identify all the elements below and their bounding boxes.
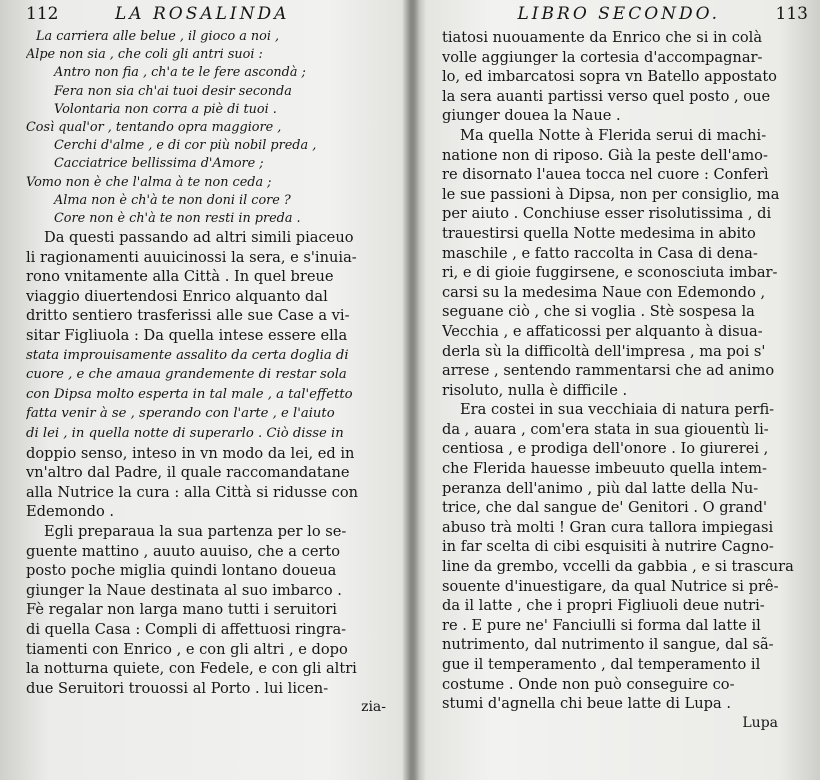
text-line: Fè regalar non larga mano tutti i seruitori (26, 601, 337, 619)
text-line: Egli preparaua la sua partenza per lo se- (44, 522, 347, 540)
text-line: costume . Onde non può conseguire co- (442, 675, 735, 693)
text-line: alla Nutrice la cura : alla Città si ridusse con (26, 483, 359, 501)
text-line: di lei , in quella notte di superarlo . Ciò disse in (26, 426, 344, 441)
text-line: Era costei in sua vecchiaia di natura perfi- (460, 401, 775, 419)
text-line: vn'altro dal Padre, il quale raccomandatane (26, 464, 350, 482)
text-line: nutrimento, dal nutrimento il sangue, dal sã- (442, 636, 774, 654)
text-line: trice, che dal sangue de' Genitori . O grand' (442, 499, 767, 517)
text-line: cuore , e che amaua grandemente di restar sola (26, 367, 347, 383)
text-line: maschile , e fatto raccolta in Casa di dena- (442, 244, 758, 262)
text-line: dritto sentiero trasferissi alle sue Case a vi- (26, 307, 350, 325)
text-line: la notturna quiete, con Fedele, e con gli altri (26, 660, 357, 678)
text-line: da il latte , che i propri Figliuoli deue nutri- (442, 597, 765, 615)
left-running-head (26, 4, 406, 28)
verse-line: Fera non sia ch'ai tuoi desir seconda (54, 83, 292, 99)
text-line: derla sù la difficoltà dell'impresa , ma poi s' (442, 342, 766, 360)
text-line: Vecchia , e affaticossi per alquanto à disua- (442, 322, 763, 340)
verse-line: Vomo non è che l'alma à te non ceda ; (26, 174, 272, 190)
verse-line: La carriera alle belue , il gioco a noi , (36, 29, 280, 44)
right-page (412, 0, 820, 780)
text-line: seguane ciò , che si voglia . Stè sospesa la (442, 303, 755, 321)
verse-line: Alma non è ch'à te non doni il core ? (54, 192, 291, 208)
text-line: due Seruitori trouossi al Porto . lui licen- (26, 679, 329, 697)
left-catchword: zia- (361, 699, 386, 716)
text-line: stata improuisamente assalito da certa doglia di (26, 347, 349, 363)
text-line: trauestirsi quella Notte medesima in abito (442, 224, 756, 242)
right-running-title: LIBRO SECONDO. (517, 4, 721, 24)
text-line: gue il temperamento , dal temperamento il (442, 656, 761, 673)
text-line: la sera auanti partissi verso quel posto , oue (442, 87, 771, 105)
verse-line: Core non è ch'à te non resti in preda . (54, 210, 301, 226)
verse-line: Alpe non sia , che coli gli antri suoi : (26, 47, 263, 63)
text-line: risoluto, nulla è difficile . (442, 381, 628, 399)
text-line: stumi d'agnella chi beue latte di Lupa . (442, 695, 731, 713)
text-line: re disornato l'auea tocca nel cuore : Conferì (442, 166, 769, 184)
text-line: da , auara , com'era stata in sua giouentù li- (442, 420, 769, 438)
text-line: di quella Casa : Compli di affettuosi ringra- (26, 620, 347, 638)
text-line: tiamenti con Enrico , e con gli altri , e dopo (26, 640, 348, 658)
text-line: guente mattino , auuto auuiso, che a certo (26, 542, 341, 560)
left-page-number: 112 (26, 4, 59, 24)
right-prose-block (442, 28, 808, 714)
text-line: fatta venir à se , sperando con l'arte , e l'aiuto (26, 406, 335, 422)
verse-line: Cerchi d'alme , e di cor più nobil preda , (54, 138, 317, 154)
text-line: giunger douea la Naue . (442, 107, 621, 125)
text-line: sitar Figliuola : Da quella intese essere ella (26, 327, 348, 345)
text-line: le sue passioni à Dipsa, non per consiglio, ma (442, 185, 780, 203)
right-catchword: Lupa (742, 714, 778, 731)
text-line: posto poche miglia quindi lontano doueua (26, 562, 337, 580)
text-line: per aiuto . Conchiuse esser risolutissima , di (442, 205, 772, 223)
text-line: li ragionamenti auuicinossi la sera, e s'inuia- (26, 248, 357, 266)
text-line: arrese , sentendo rammentarsi che ad animo (442, 362, 775, 380)
text-line: che Flerida hauesse imbeuuto quella intem- (442, 460, 767, 478)
text-line: Edemondo . (26, 503, 115, 521)
text-line: natione non di riposo. Già la peste dell'amo- (442, 146, 768, 164)
text-line: re . E pure ne' Fanciulli si forma dal latte il (442, 616, 761, 634)
text-line: line da grembo, vccelli da gabbia , e si trascura (442, 558, 794, 576)
text-line: in far scelta di cibi esquisiti à nutrire Cagno- (442, 538, 774, 556)
verse-line: Volontaria non corra a piè di tuoi . (54, 101, 277, 117)
text-line: con Dipsa molto esperta in tal male , a tal'effetto (26, 386, 353, 402)
verse-line: Cacciatrice bellissima d'Amore ; (54, 156, 264, 172)
right-page-number: 113 (775, 4, 808, 24)
poem-block (26, 28, 406, 228)
text-line: rono vnitamente alla Città . In quel breue (26, 268, 334, 286)
verse-line: Antro non fia , ch'a te le fere ascondà ; (54, 65, 306, 81)
text-line: Da questi passando ad altri simili piaceuo (44, 229, 354, 247)
text-line: tiatosi nuouamente da Enrico che si in colà (442, 29, 763, 46)
left-prose-block (26, 228, 406, 698)
text-line: Ma quella Notte à Flerida serui di machi- (460, 126, 767, 144)
text-line: carsi su la medesima Naue con Edemondo , (442, 283, 766, 301)
text-line: centiosa , e prodiga dell'onore . Io giurerei , (442, 440, 769, 458)
left-running-title: LA ROSALINDA (115, 4, 290, 24)
verse-line: Così qual'or , tentando opra maggiore , (26, 119, 282, 135)
text-line: abuso trà molti ! Gran cura tallora impiegasi (442, 518, 774, 536)
text-line: giunger la Naue destinata al suo imbarco . (26, 581, 342, 599)
text-line: lo, ed imbarcatosi sopra vn Batello appostato (442, 68, 777, 86)
text-line: ri, e di gioie fuggirsene, e sconosciuta imbar- (442, 264, 778, 282)
text-line: volle aggiunger la cortesia d'accompagnar- (442, 48, 763, 66)
text-line: souente d'inuestigare, da qual Nutrice si prê- (442, 577, 779, 595)
text-line: doppio senso, inteso in vn modo da lei, ed in (26, 444, 355, 462)
right-running-head (442, 4, 808, 28)
text-line: viaggio diuertendosi Enrico alquanto dal (26, 287, 328, 305)
text-line: peranza dell'animo , più dal latte della Nu- (442, 479, 759, 497)
